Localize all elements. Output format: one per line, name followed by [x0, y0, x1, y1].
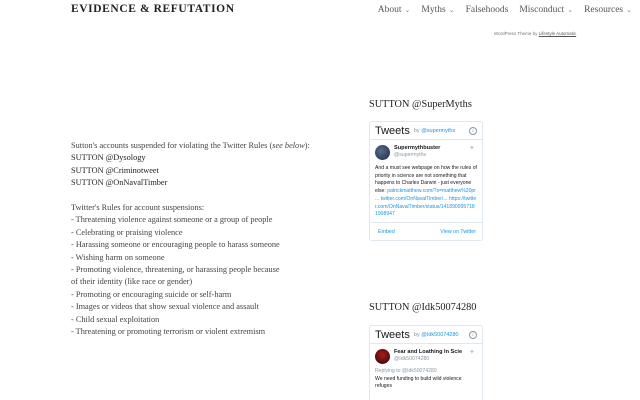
main-nav: [367, 5, 632, 15]
timeline-by: [414, 128, 455, 134]
tweet-author[interactable]: [375, 145, 477, 160]
tweet-text: [375, 165, 477, 219]
nav-item-resources[interactable]: [584, 5, 632, 15]
rule-item: - Threatening or promoting terrorism or violent extremism: [71, 327, 266, 337]
nav-item-misconduct[interactable]: [519, 5, 573, 15]
nav-label: Resources: [584, 5, 624, 15]
tweet-author[interactable]: [375, 349, 477, 364]
nav-label: Myths: [421, 5, 446, 15]
nav-label: Falsehoods: [465, 5, 509, 15]
tweet-link[interactable]: https://twitter.com/OnNavalTimber/status/1418909957181908947: [375, 195, 477, 218]
by-text: by: [413, 331, 420, 338]
timeline-handle-link[interactable]: @Idk50074280: [421, 331, 459, 338]
avatar[interactable]: [375, 145, 390, 160]
tweet-body: We need funding to build wild violence refuges: [375, 375, 462, 390]
rule-item: of their identity (like race or gender): [71, 277, 193, 287]
author-names: [394, 349, 462, 362]
nav-label: Misconduct: [519, 5, 565, 15]
tweet[interactable]: [370, 344, 482, 394]
intro-emphasis: see below: [272, 141, 305, 150]
nav-item-about[interactable]: [378, 5, 411, 15]
nav-label: About: [377, 5, 402, 15]
intro-paragraph: [71, 140, 351, 152]
timeline-header: [370, 122, 482, 140]
credit-link[interactable]: Lifestyle Automatic: [538, 31, 577, 36]
timeline-footer: [370, 222, 482, 240]
timeline-label: Tweets: [375, 328, 410, 341]
widget-title-supermyths: SUTTON @SuperMyths: [369, 99, 472, 110]
tweet-link[interactable]: patrickmatthew.com/?s=matthew%20pr ... twitter.com/OnNavalTimber/...: [375, 188, 476, 202]
twitter-timeline-idk[interactable]: [369, 325, 483, 400]
embed-link[interactable]: Embed: [378, 228, 395, 235]
theme-credit: [494, 31, 576, 36]
account-line: SUTTON @OnNavalTimber: [71, 178, 168, 188]
rule-item: - Images or videos that show sexual violence and assault: [71, 302, 259, 312]
account-line: SUTTON @Criminotweet: [71, 165, 159, 175]
timeline-label: Tweets: [375, 124, 410, 137]
rule-item: - Harassing someone or encouraging people to harass someone: [71, 240, 280, 250]
site-title[interactable]: EVIDENCE & REFUTATION: [71, 3, 235, 15]
chevron-down-icon: ⌄: [626, 6, 632, 14]
info-icon[interactable]: i: [469, 331, 477, 339]
author-name[interactable]: Supermythbuster: [394, 145, 441, 151]
twitter-timeline-supermyths[interactable]: [369, 121, 483, 241]
author-handle[interactable]: @Idk50074280: [394, 356, 430, 362]
credit-text: WordPress Theme by: [494, 31, 538, 36]
rules-heading: Twitter's Rules for account suspensions:: [71, 203, 205, 213]
chevron-down-icon: ⌄: [448, 6, 455, 14]
twitter-bird-icon[interactable]: ✦: [469, 145, 475, 152]
spacer: [71, 190, 351, 202]
tweet[interactable]: [370, 140, 482, 222]
author-name[interactable]: Fear and Loathing In Scie: [394, 349, 463, 355]
widget-title-idk: SUTTON @Idk50074280: [369, 302, 477, 313]
chevron-down-icon: ⌄: [567, 6, 574, 14]
intro-text-end: ):: [304, 141, 310, 150]
view-on-twitter-link[interactable]: View on Twitter: [440, 228, 476, 235]
by-text: by: [413, 127, 420, 134]
main-content: [71, 140, 351, 338]
rule-item: - Child sexual exploitation: [71, 314, 160, 324]
tweet-body: And a must see webpage on how the rules of priority in science are not something that happens to Charles Darwin - just everyone else:: [375, 165, 477, 195]
author-names: [394, 145, 440, 158]
twitter-bird-icon[interactable]: ✦: [469, 349, 475, 356]
nav-item-myths[interactable]: [421, 5, 454, 15]
reply-context[interactable]: Replying to @Idk50074280: [375, 368, 437, 374]
rule-item: - Promoting or encouraging suicide or self-harm: [71, 289, 232, 299]
author-handle[interactable]: @supermyths: [394, 152, 427, 158]
info-icon[interactable]: i: [469, 127, 477, 135]
nav-item-falsehoods[interactable]: [466, 5, 509, 15]
rule-item: - Threatening violence against someone or a group of people: [71, 215, 273, 225]
chevron-down-icon: ⌄: [404, 6, 411, 14]
timeline-header: [370, 326, 482, 344]
timeline-by: [414, 332, 459, 338]
tweet-text: [375, 368, 477, 391]
timeline-handle-link[interactable]: @supermyths: [421, 127, 456, 134]
avatar[interactable]: [375, 349, 390, 364]
account-line: SUTTON @Dysology: [71, 153, 146, 163]
intro-text: Sutton's accounts suspended for violating the Twitter Rules (: [71, 141, 273, 150]
rule-item: - Promoting violence, threatening, or harassing people because: [71, 265, 280, 275]
rule-item: - Wishing harm on someone: [71, 252, 165, 262]
rule-item: - Celebrating or praising violence: [71, 227, 183, 237]
